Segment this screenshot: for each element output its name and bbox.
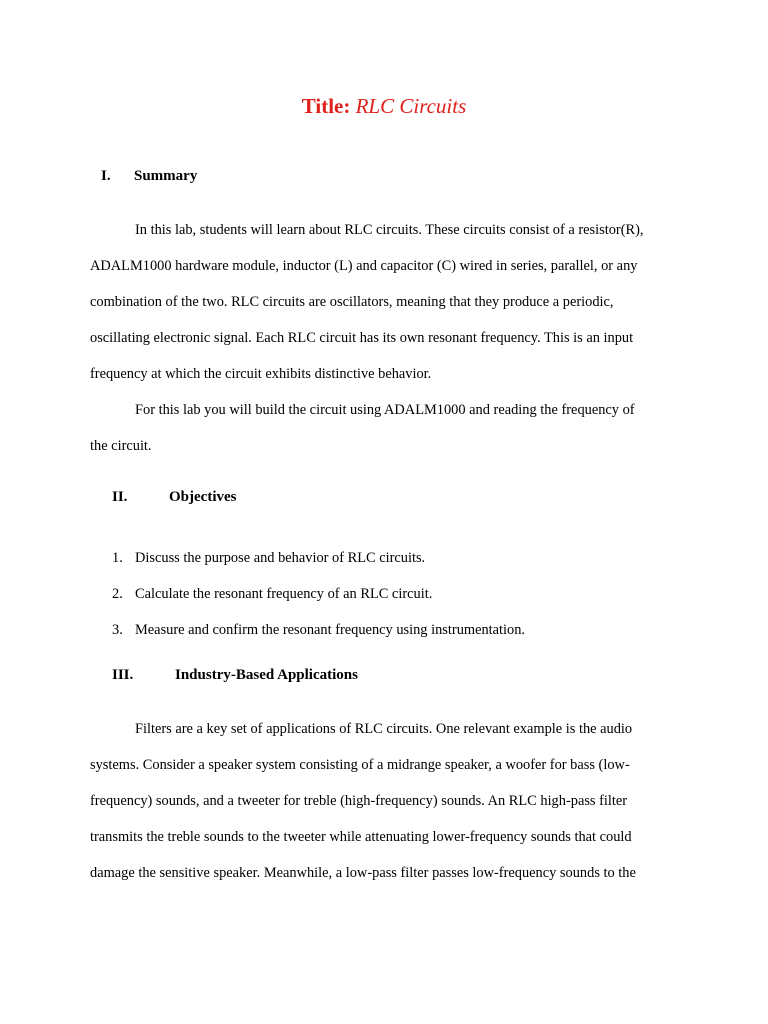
text-line: combination of the two. RLC circuits are oscillators, meaning that they produce a periodic, — [90, 294, 614, 310]
list-item-text: Discuss the purpose and behavior of RLC circuits. — [135, 550, 426, 566]
section-title: Industry-Based Applications — [175, 667, 358, 683]
text-line: For this lab you will build the circuit using ADALM1000 and reading the frequency of — [135, 402, 635, 418]
text-line: transmits the treble sounds to the tweeter while attenuating lower-frequency sounds that could — [90, 829, 632, 845]
text-line: ADALM1000 hardware module, inductor (L) and capacitor (C) wired in series, parallel, or any — [90, 258, 638, 274]
list-item-text: Calculate the resonant frequency of an RLC circuit. — [135, 586, 433, 602]
list-marker: 1. — [112, 550, 123, 566]
section-heading-applications — [112, 665, 432, 685]
text-line: frequency) sounds, and a tweeter for treble (high-frequency) sounds. An RLC high-pass filter — [90, 793, 628, 809]
text-line: damage the sensitive speaker. Meanwhile, a low-pass filter passes low-frequency sounds to the — [90, 865, 636, 881]
text-line: systems. Consider a speaker system consisting of a midrange speaker, a woofer for bass (low- — [90, 757, 630, 773]
objectives-list — [112, 540, 525, 648]
list-item — [112, 576, 525, 612]
section-number: I. — [101, 168, 111, 184]
list-item-text: Measure and confirm the resonant frequency using instrumentation. — [135, 622, 526, 638]
section-heading-summary — [101, 166, 301, 186]
document-title — [0, 92, 768, 120]
text-line: In this lab, students will learn about RLC circuits. These circuits consist of a resistor(R), — [135, 222, 644, 238]
title-text: RLC Circuits — [355, 94, 467, 118]
section-number: III. — [112, 667, 134, 683]
section-number: II. — [112, 489, 128, 505]
list-item — [112, 540, 525, 576]
list-marker: 3. — [112, 622, 123, 638]
list-marker: 2. — [112, 586, 123, 602]
text-line: frequency at which the circuit exhibits distinctive behavior. — [90, 366, 432, 382]
text-line: oscillating electronic signal. Each RLC circuit has its own resonant frequency. This is an input — [90, 330, 634, 346]
text-line: the circuit. — [90, 438, 152, 454]
applications-paragraph — [90, 711, 670, 891]
text-line: Filters are a key set of applications of RLC circuits. One relevant example is the audio — [135, 721, 633, 737]
section-heading-objectives — [112, 487, 312, 507]
summary-paragraph-1 — [90, 212, 670, 392]
summary-paragraph-2 — [90, 392, 670, 464]
list-item — [112, 612, 525, 648]
section-title: Objectives — [169, 489, 237, 505]
section-title: Summary — [134, 168, 198, 184]
title-label: Title: — [301, 94, 351, 118]
